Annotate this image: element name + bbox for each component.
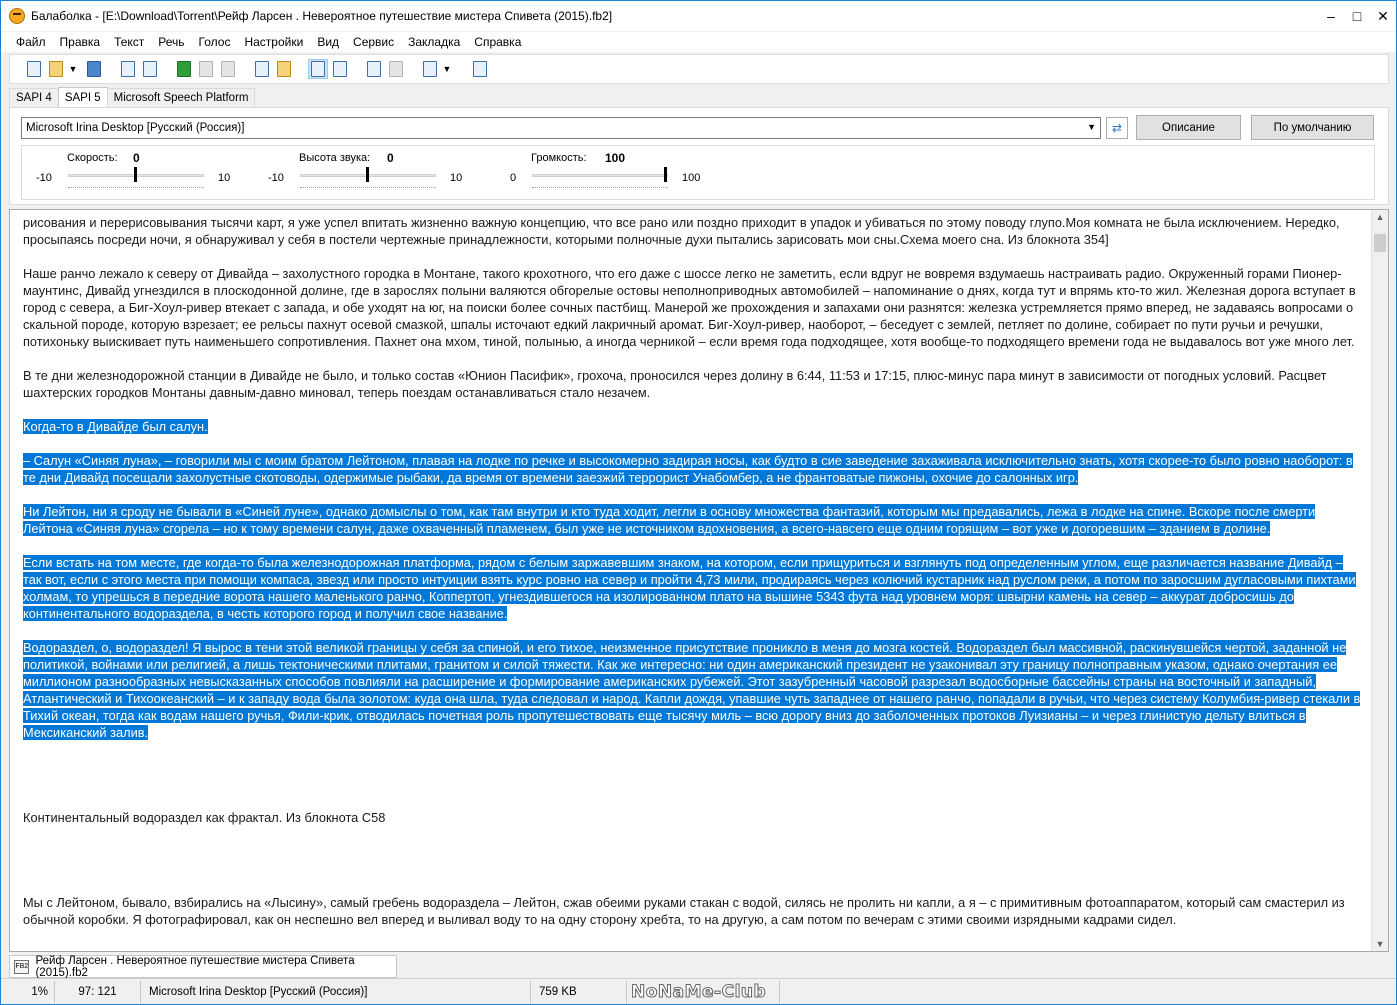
status-bar	[1, 978, 1396, 1004]
voice-sliders	[21, 145, 1375, 200]
clipboard-icon[interactable]	[274, 59, 294, 79]
menu-voice[interactable]: Голос	[198, 35, 231, 49]
refresh-icon: ⇄	[1111, 121, 1123, 135]
play-icon[interactable]	[174, 59, 194, 79]
pitch-min: -10	[268, 172, 284, 184]
tab-sapi5[interactable]: SAPI 5	[58, 87, 108, 107]
reading-mode-icon[interactable]	[308, 59, 328, 79]
volume-value: 100	[605, 151, 626, 165]
new-document-icon[interactable]	[24, 59, 44, 79]
paragraph: рисования и перерисовывания тысячи карт, я уже успел впитать жизненно важную концепцию, что все рано или поздно приходит в упадок и убиваться по этому поводу глупо.Моя комната не была исключением. Нередко, просыпаясь посреди ночи, я обнаруживал у себя в постели чертежные принадлежности, которыми полночные духи пытались зарисовать мои сны.Схема моего сна. Из блокнота 354]	[23, 215, 1340, 247]
help-icon[interactable]	[470, 59, 490, 79]
rate-slider-thumb[interactable]	[134, 167, 137, 182]
status-file-size: 759 KB	[531, 981, 627, 1003]
menu-view[interactable]: Вид	[317, 35, 340, 49]
balabolka-logo-icon	[9, 8, 25, 24]
voice-select[interactable]	[21, 117, 1101, 139]
bookmark-icon[interactable]	[252, 59, 272, 79]
dictionary-icon[interactable]	[330, 59, 350, 79]
volume-slider-ticks	[532, 187, 668, 189]
volume-slider-thumb[interactable]	[664, 167, 667, 182]
voice-panel	[9, 107, 1389, 205]
paragraph: Континентальный водораздел как фрактал. Из блокнота С58	[23, 810, 386, 825]
rate-max: 10	[218, 172, 231, 184]
fb2-file-icon: FB2	[14, 960, 29, 974]
selected-paragraph: – Салун «Синяя луна», – говорили мы с моим братом Лейтоном, плавая на лодке по речке и высокомерно задирая носы, как будто в сие заведение захаживала исключительно знать, хотя скорее-то было ровно наоборот: в те дни Дивайд посещали захолустные скотоводы, одержимые рыбаки, да время от времени заезжий террорист Унабомбер, а не франтоватые пижоны, охочие до салонных игр.	[23, 453, 1353, 485]
maximize-button[interactable]: □	[1352, 8, 1362, 24]
status-cursor-position: 97: 121	[55, 981, 141, 1003]
toolbar	[9, 54, 1389, 84]
compare-icon[interactable]	[386, 59, 406, 79]
menu-bar	[1, 32, 1396, 52]
describe-button[interactable]: Описание	[1136, 115, 1241, 140]
open-folder-icon[interactable]	[46, 59, 66, 79]
minimize-button[interactable]: –	[1327, 8, 1335, 24]
menu-tools[interactable]: Сервис	[353, 35, 395, 49]
rate-slider-ticks	[68, 187, 204, 189]
menu-text[interactable]: Текст	[114, 35, 145, 49]
menu-speech[interactable]: Речь	[158, 35, 185, 49]
paragraph: В те дни железнодорожной станции в Дивайде не было, и только состав «Юнион Пасифик», грохоча, проносился через долину в 6:44, 11:53 и 17:15, плюс-минус пара минут в зависимости от погодных условий. Расцвет шахтерских городков Монтаны давным-давно миновал, теперь поездам останавливаться стало незачем.	[23, 368, 1327, 400]
pitch-slider-thumb[interactable]	[366, 167, 369, 182]
pitch-slider-ticks	[300, 187, 436, 189]
pitch-max: 10	[450, 172, 463, 184]
stop-icon[interactable]	[218, 59, 238, 79]
save-audio-icon[interactable]	[118, 59, 138, 79]
selected-paragraph: Если встать на том месте, где когда-то была железнодорожная платформа, рядом с белым заржавевшим знаком, на котором, если прищуриться и взглянуть под определенным углом, еще различается название Дивайд – так вот, если с этого места при помощи компаса, звезд или просто интуиции взять курс ровно на север и пройти 4,73 мили, продираясь через колючий кустарник над руслом реки, а потом по заросшим дугласовыми пихтами холмам, то упрешься в передние ворота нашего маленького ранчо, Коппертоп, угнездившегося на изолированном плато на вышине 5343 фута над уровнем моря: швырни камень на север – аккурат добросишь до континентального водораздела, в честь которого город и получил свое название.	[23, 555, 1356, 621]
window-title: Балаболка - [E:\Download\Torrent\Рейф Ларсен . Невероятное путешествие мистера Спивета (2015).fb2]	[31, 9, 613, 23]
document-tab-label: Рейф Ларсен . Невероятное путешествие мистера Спивета (2015).fb2	[35, 954, 355, 979]
batch-convert-icon[interactable]	[140, 59, 160, 79]
refresh-voices-button[interactable]	[1106, 117, 1128, 139]
menu-settings[interactable]: Настройки	[244, 35, 304, 49]
tab-speech-platform[interactable]: Microsoft Speech Platform	[107, 88, 256, 107]
document-tab[interactable]	[9, 955, 397, 978]
pitch-label: Высота звука:	[299, 152, 371, 164]
default-button[interactable]: По умолчанию	[1251, 115, 1374, 140]
scroll-down-icon[interactable]: ▼	[1375, 939, 1385, 949]
text-editor[interactable]	[9, 209, 1389, 952]
selected-paragraph: Водораздел, о, водораздел! Я вырос в тени этой великой границы у себя за спиной, и его тихое, неизменное присутствие проникло в меня до мозга костей. Водораздел был массивной, раскинувшейся чертой, заданной не политикой, войнами или религией, а лишь тектоническими плитами, гранитом и силой тяжести. Как же интересно: ни один американский президент не узаконивал эту границу полноправным указом, однако очертания ее миллионом разнообразных невысказанных способов повлияли на расширение и формирование американских рубежей. Этот зазубренный часовой разрезал водосборные бассейны страны на восточный и западный, Атлантический и Тихоокеанский – и к западу вода была золотом: куда она шла, туда следовал и народ. Капли дождя, упавшие чуть западнее от нашего ранчо, попадали в ручьи, что через систему Колумбия-ривер стекали в Тихий океан, тогда как водам нашего ручья, Фили-крик, отводилась почетная роль пропутешествовать еще тысячу миль – всю дорогу вниз до заболоченных протоков Луизианы – и через глинистую дельту влиться в Мексиканский залив.	[23, 640, 1361, 740]
voice-select-value: Microsoft Irina Desktop [Русский (Россия)]	[26, 122, 245, 134]
rate-label: Скорость:	[67, 152, 118, 164]
volume-min: 0	[510, 172, 517, 184]
selected-paragraph: Ни Лейтон, ни я сроду не бывали в «Синей луне», однако домыслы о том, как там внутри и кто туда ходит, легли в основу множества фантазий, которым мы предавались, лежа в лодке на спине. Вскоре после смерти Лейтона «Синяя луна» сгорела – но к тому времени салун, даже охваченный пламенем, был уже не источником вдохновения, а всего-навсего еще одним горящим – вот уже и догоревшим – зданием в долине.	[23, 504, 1316, 536]
tab-sapi4[interactable]: SAPI 4	[9, 88, 59, 107]
paragraph: Наше ранчо лежало к северу от Дивайда – захолустного городка в Монтане, такого крохотного, что его даже с шоссе легко не заметить, если вдруг не вовремя вздумаешь настраивать радио. Окруженный горами Пионер-маунтинс, Дивайд угнездился в плоскодонной долине, где в зарослях полыни валяются обгорелые остовы неполноприводных автомобилей – напоминание о днях, когда тут и впрямь кто-то жил. Железная дорога вступает в город с севера, а Биг-Хоул-ривер втекает с запада, и обе уходят на юг, на поиски более сочных пастбищ. Манерой же прохождения и запахами они разнятся: железка устремляется прямо вперед, не задаваясь вопросами о скальной породе, которую взрезает; ее рельсы пахнут осевой смазкой, шпалы источают едкий лакричный аромат. Биг-Хоул-ривер, наоборот, – беседует с землей, петляет по долине, собирает по пути ручьи и речушки, потихоньку выискивает путь наименьшего сопротивления. Пахнет она мхом, тиной, полынью, а иногда черникой – если время года подходящее, хотя вообще-то подходящего времени года не выдавалось вот уже много лет.	[23, 266, 1356, 349]
save-icon[interactable]	[84, 59, 104, 79]
scroll-up-icon[interactable]: ▲	[1375, 212, 1385, 222]
vertical-scrollbar[interactable]	[1371, 210, 1388, 951]
status-voice: Microsoft Irina Desktop [Русский (Россия)]	[141, 981, 531, 1003]
spell-check-icon[interactable]	[364, 59, 384, 79]
pitch-value: 0	[387, 151, 394, 165]
close-button[interactable]: ✕	[1377, 7, 1389, 24]
volume-max: 100	[682, 172, 701, 184]
watermark-brand: NoNaMe-Club	[631, 981, 767, 1002]
engine-tabs	[9, 88, 254, 108]
skin-dropdown-icon[interactable]: ▼	[442, 64, 452, 74]
title-bar	[1, 1, 1396, 31]
rate-min: -10	[36, 172, 52, 184]
paragraph: Мы с Лейтоном, бывало, взбирались на «Лысину», самый гребень водораздела – Лейтон, сжав обеими руками стакан с водой, силясь не пролить ни капли, а я – с примитивным фотоаппаратом, который сам смастерил из обычной коробки. Я фотографировал, как он неспешно вел вперед и выливал воду то на одну сторону хребта, то на другую, а сам потом по вечерам с этими своими изрядными кадрами сидел.	[23, 895, 1345, 927]
menu-edit[interactable]: Правка	[59, 35, 101, 49]
open-dropdown-icon[interactable]: ▼	[68, 64, 78, 74]
chevron-down-icon[interactable]: ▼	[1087, 122, 1096, 132]
menu-help[interactable]: Справка	[474, 35, 522, 49]
scrollbar-thumb[interactable]	[1374, 234, 1386, 252]
status-empty	[779, 981, 1396, 1003]
skin-icon[interactable]	[420, 59, 440, 79]
status-progress: 1%	[1, 981, 55, 1003]
volume-slider-track[interactable]	[532, 174, 668, 177]
selected-paragraph: Когда-то в Дивайде был салун.	[23, 419, 208, 434]
volume-label: Громкость:	[531, 152, 587, 164]
menu-file[interactable]: Файл	[16, 35, 46, 49]
menu-bookmark[interactable]: Закладка	[408, 35, 461, 49]
pause-icon[interactable]	[196, 59, 216, 79]
document-text[interactable]	[23, 214, 1363, 949]
rate-value: 0	[133, 151, 140, 165]
